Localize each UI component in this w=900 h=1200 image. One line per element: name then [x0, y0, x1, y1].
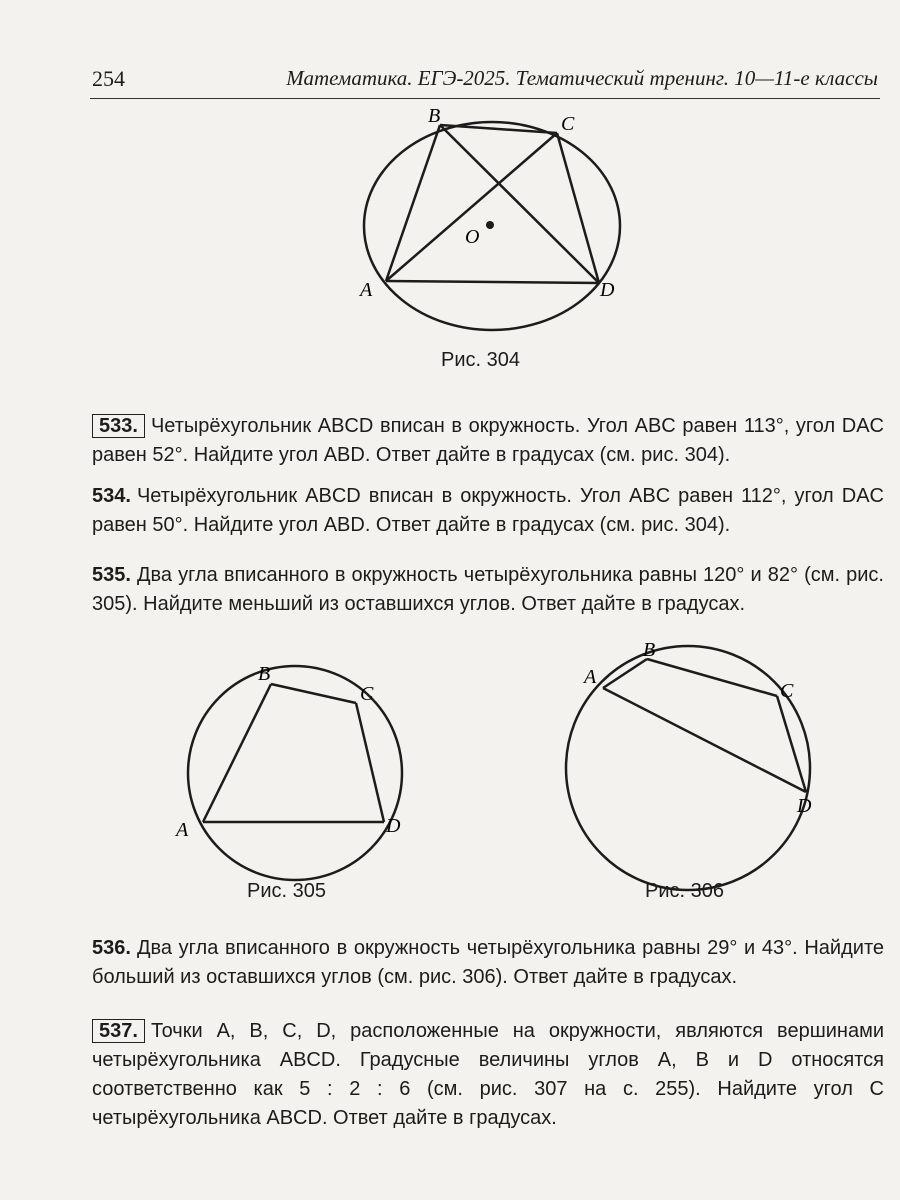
figure-306 [560, 640, 820, 885]
caption-fig-305: Рис. 305 [247, 880, 326, 902]
vertex-label-d: D [600, 279, 615, 301]
side-cd [356, 703, 384, 822]
problem-text: Точки A, B, C, D, расположенные на окружности, являются вершинами четырёхугольника ABCD. Градусные величины углов A, B и D относятся соответственно как 5 : 2 : 6 (см. рис. 307 на с. 255). Найдите угол C четырёхугольника ABCD. Ответ дайте в градусах. [92, 1020, 884, 1129]
problem-number: 537. [92, 1019, 145, 1043]
page-number: 254 [92, 66, 125, 91]
problem-537 [92, 1017, 884, 1133]
problem-number: 536. [92, 937, 131, 959]
vertex-label-c: C [561, 113, 575, 135]
center-point [486, 221, 494, 229]
problem-536 [92, 934, 884, 992]
problem-534 [92, 482, 884, 540]
problem-535 [92, 561, 884, 619]
side-bc [647, 659, 777, 696]
caption-fig-304: Рис. 304 [441, 349, 520, 371]
side-ad [386, 281, 599, 283]
figure-305 [170, 660, 420, 885]
vertex-label-a: A [584, 666, 597, 688]
problem-number: 535. [92, 564, 131, 586]
vertex-label-a: A [176, 819, 189, 841]
vertex-label-c: C [360, 683, 374, 705]
side-bc [271, 684, 356, 703]
vertex-label-b: B [428, 105, 441, 127]
problem-text: Четырёхугольник ABCD вписан в окружность. Угол ABC равен 113°, угол DAC равен 52°. Найдите угол ABD. Ответ дайте в градусах (см. рис. 304). [92, 415, 884, 466]
vertex-label-d: D [797, 795, 812, 817]
problem-533 [92, 412, 884, 470]
vertex-label-a: A [360, 279, 373, 301]
problem-number: 533. [92, 414, 145, 438]
vertex-label-c: C [780, 680, 794, 702]
vertex-label-d: D [386, 815, 401, 837]
vertex-label-b: B [643, 639, 656, 661]
figure-304 [355, 105, 645, 345]
vertex-label-b: B [258, 663, 271, 685]
running-title: Математика. ЕГЭ-2025. Тематический тренинг. 10—11-е классы [286, 66, 878, 90]
problem-text: Два угла вписанного в окружность четырёхугольника равны 120° и 82° (см. рис. 305). Найдите меньший из оставшихся углов. Ответ дайте в градусах. [92, 564, 884, 615]
problem-number: 534. [92, 485, 131, 507]
center-label-o: O [465, 226, 480, 248]
problem-text: Четырёхугольник ABCD вписан в окружность. Угол ABC равен 112°, угол DAC равен 50°. Найдите угол ABD. Ответ дайте в градусах (см. рис. 304). [92, 485, 884, 536]
diagonal-bd [440, 125, 599, 283]
side-ad [603, 688, 806, 792]
circle [566, 646, 810, 890]
page-header [90, 62, 880, 99]
problem-text: Два угла вписанного в окружность четырёхугольника равны 29° и 43°. Найдите больший из оставшихся углов (см. рис. 306). Ответ дайте в градусах. [92, 937, 884, 988]
caption-fig-306: Рис. 306 [645, 880, 724, 902]
side-cd [777, 696, 806, 792]
